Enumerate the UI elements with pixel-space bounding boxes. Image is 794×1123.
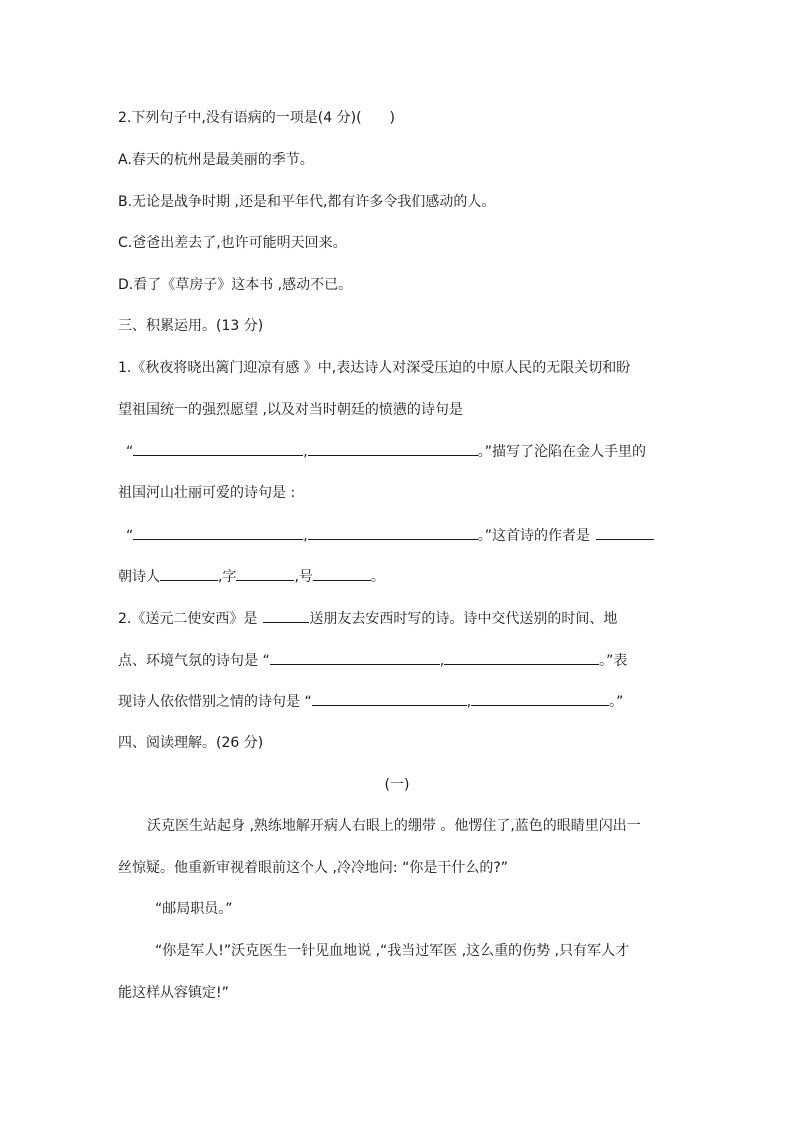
answer-blank[interactable] [313,566,371,581]
s3-q1-line-4: 祖国河山壮丽可爱的诗句是 : [118,485,296,501]
courtesy-name-label: ,字 [218,569,237,585]
s3-q1-line-2: 望祖国统一的强烈愿望 ,以及对当时朝廷的愤懑的诗句是 [118,402,463,418]
answer-blank[interactable] [308,441,478,456]
comma: , [303,528,308,544]
q2-text: 2.《送元二使安西》是 [118,611,258,627]
period: 。 [370,569,385,585]
comma: , [439,653,445,669]
passage-p2: “邮局职员。” [155,901,233,917]
pen-name-label: ,号 [294,569,313,585]
option-c: C.爸爸出差去了,也许可能明天回来。 [118,235,347,251]
answer-blank[interactable] [133,441,303,456]
q2-text: 。”表 [599,653,628,669]
answer-blank[interactable] [263,608,309,623]
s3-q2-line-1 [118,608,617,628]
open-quote: “ [126,528,134,544]
passage-p1-line-2: 丝惊疑。他重新审视着眼前这个人 ,冷冷地问: “你是干什么的?” [118,860,509,876]
passage-p3-line-1: “你是军人!”沃克医生一针见血地说 ,“我当过军医 ,这么重的伤势 ,只有军人才 [155,943,630,959]
section-4-heading: 四、阅读理解。(26 分) [118,735,264,751]
comma: , [466,694,472,710]
open-quote: “ [126,444,134,460]
answer-blank[interactable] [596,525,654,540]
option-b: B.无论是战争时期 ,还是和平年代,都有许多令我们感动的人。 [118,194,496,210]
s3-q1-line-6 [118,566,385,586]
s3-q2-line-3 [118,691,623,711]
q2-text: 送朋友去安西时写的诗。诗中交代送别的时间、地 [309,611,618,627]
passage-p1-line-1: 沃克医生站起身 ,熟练地解开病人右眼上的绷带 。他愣住了,蓝色的眼睛里闪出一 [147,818,641,834]
answer-blank[interactable] [312,691,467,706]
passage-part-label: (一) [384,777,410,793]
answer-blank[interactable] [308,525,478,540]
dynasty-label: 朝诗人 [118,569,160,585]
section-3-heading: 三、积累运用。(13 分) [118,318,264,334]
s3-q1-line-5 [118,525,654,545]
option-a: A.春天的杭州是最美丽的季节。 [118,152,314,168]
question-2-stem: 2.下列句子中,没有语病的一项是(4 分)( ) [118,110,396,126]
answer-blank[interactable] [236,566,294,581]
s3-q2-line-2 [118,650,627,670]
s3-q1-line-3 [118,441,646,461]
answer-blank[interactable] [133,525,303,540]
close-text: 。”描写了沦陷在金人手里的 [477,444,646,460]
q2-text: 点、环境气氛的诗句是 “ [118,653,270,669]
q2-text: 现诗人依依惜别之情的诗句是 “ [118,694,312,710]
s3-q1-line-1: 1.《秋夜将晓出篱门迎凉有感 》中,表达诗人对深受压迫的中原人民的无限关切和盼 [118,360,631,376]
q2-text: 。” [609,694,624,710]
answer-blank[interactable] [444,650,599,665]
close-text: 。”这首诗的作者是 [477,528,590,544]
answer-blank[interactable] [270,650,440,665]
comma: , [303,444,308,460]
answer-blank[interactable] [471,691,609,706]
passage-p3-line-2: 能这样从容镇定!” [118,985,229,1001]
answer-blank[interactable] [160,566,218,581]
option-d: D.看了《草房子》这本书 ,感动不已。 [118,277,353,293]
